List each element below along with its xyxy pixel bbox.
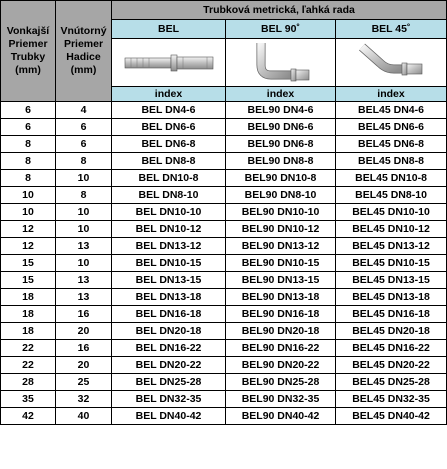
bel-index-cell: BEL DN13-12 (112, 238, 226, 255)
type-header-bel90: BEL 90˚ (226, 20, 336, 39)
bel45-index-cell: BEL45 DN13-18 (336, 289, 447, 306)
table-row (1, 306, 447, 323)
inner-diameter-cell: 10 (56, 255, 112, 272)
bel-index-cell: BEL DN6-6 (112, 119, 226, 136)
outer-diameter-cell: 12 (1, 238, 56, 255)
bel90-index-cell: BEL90 DN10-12 (226, 221, 336, 238)
outer-diameter-cell: 18 (1, 323, 56, 340)
bel-index-cell: BEL DN16-22 (112, 340, 226, 357)
bel45-index-cell: BEL45 DN16-22 (336, 340, 447, 357)
inner-diameter-cell: 32 (56, 391, 112, 408)
col-header-outer-diameter: Vonkajší Priemer Trubky (mm) (1, 1, 56, 102)
bel45-index-cell: BEL45 DN8-8 (336, 153, 447, 170)
bel45-index-cell: BEL45 DN25-28 (336, 374, 447, 391)
outer-diameter-cell: 18 (1, 289, 56, 306)
bel-index-cell: BEL DN10-15 (112, 255, 226, 272)
table-row (1, 170, 447, 187)
type-header-bel: BEL (112, 20, 226, 39)
bel90-index-cell: BEL90 DN32-35 (226, 391, 336, 408)
bel90-index-cell: BEL90 DN13-15 (226, 272, 336, 289)
bel-index-cell: BEL DN10-8 (112, 170, 226, 187)
inner-diameter-cell: 13 (56, 272, 112, 289)
inner-diameter-cell: 25 (56, 374, 112, 391)
inner-diameter-cell: 4 (56, 102, 112, 119)
col-header-inner-diameter: Vnútorný Priemer Hadice (mm) (56, 1, 112, 102)
bel45-index-cell: BEL45 DN16-18 (336, 306, 447, 323)
inner-diameter-cell: 13 (56, 289, 112, 306)
table-row (1, 187, 447, 204)
bel-index-cell: BEL DN10-10 (112, 204, 226, 221)
inner-diameter-cell: 40 (56, 408, 112, 425)
inner-diameter-cell: 10 (56, 170, 112, 187)
bel-index-cell: BEL DN13-15 (112, 272, 226, 289)
elbow-90-fitting-image (226, 39, 336, 87)
type-header-bel45: BEL 45˚ (336, 20, 447, 39)
table-row (1, 391, 447, 408)
index-label-bel45: index (336, 87, 447, 102)
inner-diameter-cell: 8 (56, 187, 112, 204)
inner-diameter-cell: 10 (56, 204, 112, 221)
bel90-index-cell: BEL90 DN10-10 (226, 204, 336, 221)
inner-diameter-cell: 6 (56, 119, 112, 136)
elbow-45-fitting-icon (356, 43, 426, 83)
bel45-index-cell: BEL45 DN6-8 (336, 136, 447, 153)
bel-index-cell: BEL DN8-8 (112, 153, 226, 170)
bel90-index-cell: BEL90 DN20-18 (226, 323, 336, 340)
outer-diameter-cell: 28 (1, 374, 56, 391)
bel45-index-cell: BEL45 DN10-12 (336, 221, 447, 238)
bel-index-cell: BEL DN4-6 (112, 102, 226, 119)
bel45-index-cell: BEL45 DN20-22 (336, 357, 447, 374)
bel-index-cell: BEL DN6-8 (112, 136, 226, 153)
table-row (1, 357, 447, 374)
bel-index-cell: BEL DN10-12 (112, 221, 226, 238)
inner-diameter-cell: 10 (56, 221, 112, 238)
outer-diameter-cell: 15 (1, 255, 56, 272)
bel45-index-cell: BEL45 DN6-6 (336, 119, 447, 136)
outer-diameter-cell: 35 (1, 391, 56, 408)
index-label-bel90: index (226, 87, 336, 102)
outer-diameter-cell: 15 (1, 272, 56, 289)
bel90-index-cell: BEL90 DN20-22 (226, 357, 336, 374)
outer-diameter-cell: 8 (1, 170, 56, 187)
index-label-bel: index (112, 87, 226, 102)
outer-diameter-cell: 42 (1, 408, 56, 425)
table-row (1, 153, 447, 170)
inner-diameter-cell: 16 (56, 306, 112, 323)
bel-index-cell: BEL DN20-22 (112, 357, 226, 374)
straight-fitting-image (112, 39, 226, 87)
inner-diameter-cell: 6 (56, 136, 112, 153)
table-row (1, 272, 447, 289)
group-title: Trubková metrická, ľahká rada (112, 1, 447, 20)
outer-diameter-cell: 6 (1, 119, 56, 136)
table-row (1, 221, 447, 238)
bel90-index-cell: BEL90 DN6-6 (226, 119, 336, 136)
outer-diameter-cell: 6 (1, 102, 56, 119)
bel45-index-cell: BEL45 DN10-15 (336, 255, 447, 272)
table-row (1, 238, 447, 255)
bel-index-cell: BEL DN13-18 (112, 289, 226, 306)
bel90-index-cell: BEL90 DN10-8 (226, 170, 336, 187)
bel-index-cell: BEL DN16-18 (112, 306, 226, 323)
outer-diameter-cell: 12 (1, 221, 56, 238)
table-row (1, 374, 447, 391)
outer-diameter-cell: 18 (1, 306, 56, 323)
bel-index-cell: BEL DN20-18 (112, 323, 226, 340)
bel45-index-cell: BEL45 DN13-12 (336, 238, 447, 255)
bel90-index-cell: BEL90 DN8-10 (226, 187, 336, 204)
bel-index-cell: BEL DN40-42 (112, 408, 226, 425)
bel90-index-cell: BEL90 DN6-8 (226, 136, 336, 153)
inner-diameter-cell: 16 (56, 340, 112, 357)
table-row (1, 102, 447, 119)
table-row (1, 289, 447, 306)
table-row (1, 255, 447, 272)
elbow-45-fitting-image (336, 39, 447, 87)
straight-fitting-icon (119, 48, 219, 78)
bel45-index-cell: BEL45 DN10-8 (336, 170, 447, 187)
table-row (1, 119, 447, 136)
bel90-index-cell: BEL90 DN4-6 (226, 102, 336, 119)
bel-index-cell: BEL DN8-10 (112, 187, 226, 204)
bel45-index-cell: BEL45 DN40-42 (336, 408, 447, 425)
bel90-index-cell: BEL90 DN40-42 (226, 408, 336, 425)
outer-diameter-cell: 10 (1, 187, 56, 204)
bel90-index-cell: BEL90 DN13-18 (226, 289, 336, 306)
outer-diameter-cell: 22 (1, 357, 56, 374)
bel45-index-cell: BEL45 DN13-15 (336, 272, 447, 289)
outer-diameter-cell: 8 (1, 136, 56, 153)
inner-diameter-cell: 20 (56, 323, 112, 340)
table-row (1, 408, 447, 425)
table-row (1, 136, 447, 153)
bel45-index-cell: BEL45 DN8-10 (336, 187, 447, 204)
bel90-index-cell: BEL90 DN8-8 (226, 153, 336, 170)
bel90-index-cell: BEL90 DN10-15 (226, 255, 336, 272)
bel90-index-cell: BEL90 DN25-28 (226, 374, 336, 391)
inner-diameter-cell: 20 (56, 357, 112, 374)
bel-index-cell: BEL DN32-35 (112, 391, 226, 408)
bel90-index-cell: BEL90 DN16-22 (226, 340, 336, 357)
bel45-index-cell: BEL45 DN4-6 (336, 102, 447, 119)
table-row (1, 340, 447, 357)
table-row (1, 323, 447, 340)
inner-diameter-cell: 8 (56, 153, 112, 170)
bel90-index-cell: BEL90 DN16-18 (226, 306, 336, 323)
outer-diameter-cell: 22 (1, 340, 56, 357)
inner-diameter-cell: 13 (56, 238, 112, 255)
elbow-90-fitting-icon (251, 41, 311, 85)
bel90-index-cell: BEL90 DN13-12 (226, 238, 336, 255)
bel45-index-cell: BEL45 DN20-18 (336, 323, 447, 340)
outer-diameter-cell: 10 (1, 204, 56, 221)
outer-diameter-cell: 8 (1, 153, 56, 170)
bel-index-cell: BEL DN25-28 (112, 374, 226, 391)
bel45-index-cell: BEL45 DN32-35 (336, 391, 447, 408)
bel45-index-cell: BEL45 DN10-10 (336, 204, 447, 221)
table-row (1, 204, 447, 221)
